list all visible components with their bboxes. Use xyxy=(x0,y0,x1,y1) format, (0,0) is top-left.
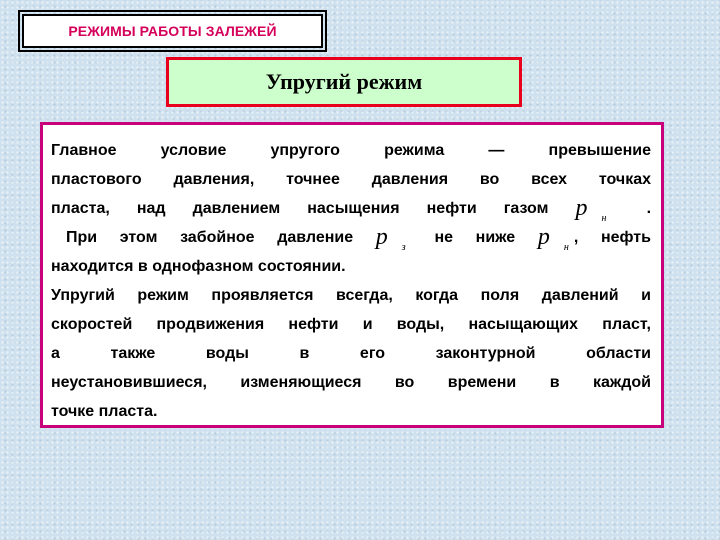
formula-subscript: н xyxy=(563,242,569,253)
formula-saturation-pressure-2: p н xyxy=(537,224,569,253)
line-4-text-b: не ниже xyxy=(434,229,516,246)
formula-saturation-pressure: p н xyxy=(575,195,607,224)
line-5: находится в однофазном состоянии. xyxy=(51,258,346,275)
line-7: скоростей продвижения нефти и воды, насыщающих пласт, xyxy=(51,316,651,333)
line-2: пластового давления, точнее давления во всех точках xyxy=(51,171,651,188)
content-box xyxy=(40,122,664,428)
slide-title-box xyxy=(166,57,522,107)
content-text xyxy=(51,136,651,426)
formula-subscript: н xyxy=(601,213,607,224)
line-10: точке пласта. xyxy=(51,403,158,420)
slide-title: Упругий режим xyxy=(265,69,423,94)
line-3-text: пласта, над давлением насыщения нефти газом xyxy=(51,200,549,217)
line-8: а также воды в его законтурной области xyxy=(51,345,651,362)
line-1: Главное условие упругого режима — превышение xyxy=(51,142,651,159)
line-4-text-c: , нефть xyxy=(573,229,651,246)
line-4 xyxy=(51,223,651,252)
formula-subscript: з xyxy=(401,242,406,253)
line-4-text-a: При этом забойное давление xyxy=(66,229,354,246)
line-9: неустановившиеся, изменяющиеся во времени в каждой xyxy=(51,374,651,391)
line-3-period: . xyxy=(646,200,652,217)
section-header xyxy=(22,14,323,48)
line-3 xyxy=(51,194,651,223)
section-header-label: РЕЖИМЫ РАБОТЫ ЗАЛЕЖЕЙ xyxy=(68,23,277,39)
formula-bottomhole-pressure: p з xyxy=(375,224,406,253)
line-6: Упругий режим проявляется всегда, когда поля давлений и xyxy=(51,287,651,304)
